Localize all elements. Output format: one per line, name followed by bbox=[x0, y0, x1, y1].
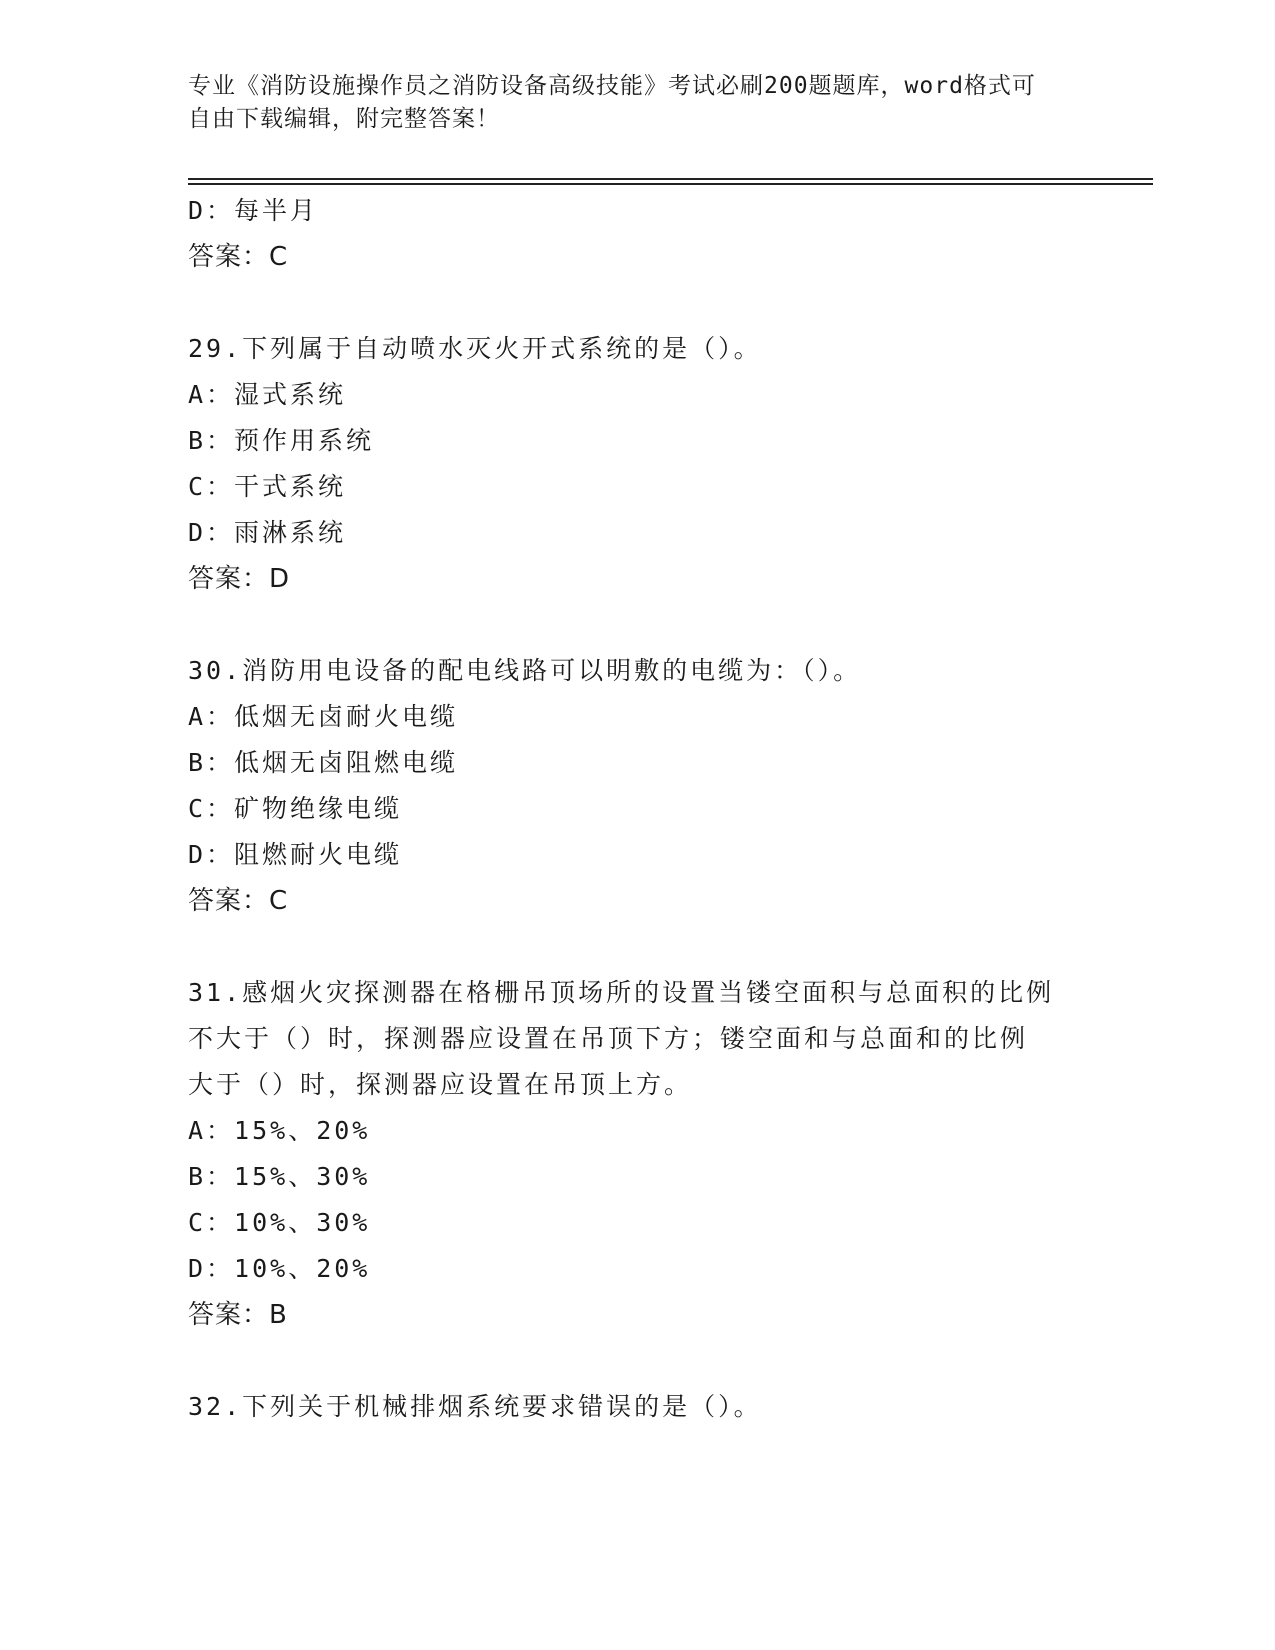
carryover-answer: 答案：C bbox=[188, 242, 289, 272]
question-30-option-a: A：低烟无卤耐火电缆 bbox=[188, 702, 459, 731]
question-31-option-a: A：15%、20% bbox=[188, 1116, 371, 1145]
question-32 bbox=[188, 1384, 1088, 1430]
question-30-answer: 答案：C bbox=[188, 886, 289, 916]
header-title-line-2: 自由下载编辑，附完整答案！ bbox=[188, 106, 500, 132]
question-31-option-b: B：15%、30% bbox=[188, 1162, 371, 1191]
question-31-option-d: D：10%、20% bbox=[188, 1254, 371, 1283]
question-29 bbox=[188, 326, 1088, 602]
carryover-option-d: D：每半月 bbox=[188, 196, 319, 225]
header-divider-top bbox=[188, 178, 1153, 180]
header-divider-bottom bbox=[188, 183, 1153, 185]
question-30-option-d: D：阻燃耐火电缆 bbox=[188, 840, 403, 869]
question-29-option-b: B：预作用系统 bbox=[188, 426, 375, 455]
question-29-option-a: A：湿式系统 bbox=[188, 380, 347, 409]
question-30-text: 30.消防用电设备的配电线路可以明敷的电缆为：（）。 bbox=[188, 656, 862, 685]
question-29-answer: 答案：D bbox=[188, 564, 291, 594]
question-29-option-c: C：干式系统 bbox=[188, 472, 347, 501]
question-31-option-c: C：10%、30% bbox=[188, 1208, 371, 1237]
question-29-option-d: D：雨淋系统 bbox=[188, 518, 347, 547]
header-title-line-1: 专业《消防设施操作员之消防设备高级技能》考试必刷200题题库，word格式可 bbox=[188, 73, 1036, 99]
question-31-text-line-2: 不大于（）时，探测器应设置在吊顶下方；镂空面和与总面和的比例 bbox=[188, 1024, 1029, 1053]
question-31-text-line-1: 31.感烟火灾探测器在格栅吊顶场所的设置当镂空面积与总面积的比例 bbox=[188, 978, 1055, 1007]
question-31 bbox=[188, 970, 1088, 1338]
document-header bbox=[188, 70, 1088, 136]
question-31-text-line-3: 大于（）时，探测器应设置在吊顶上方。 bbox=[188, 1070, 693, 1099]
question-29-text: 29.下列属于自动喷水灭火开式系统的是（）。 bbox=[188, 334, 762, 363]
spacer bbox=[188, 1338, 1088, 1384]
question-31-answer: 答案：B bbox=[188, 1300, 288, 1330]
question-30-option-b: B：低烟无卤阻燃电缆 bbox=[188, 748, 459, 777]
spacer bbox=[188, 280, 1088, 326]
spacer bbox=[188, 602, 1088, 648]
question-32-text: 32.下列关于机械排烟系统要求错误的是（）。 bbox=[188, 1392, 762, 1421]
question-30 bbox=[188, 648, 1088, 924]
spacer bbox=[188, 924, 1088, 970]
question-content bbox=[188, 188, 1088, 1430]
question-30-option-c: C：矿物绝缘电缆 bbox=[188, 794, 403, 823]
